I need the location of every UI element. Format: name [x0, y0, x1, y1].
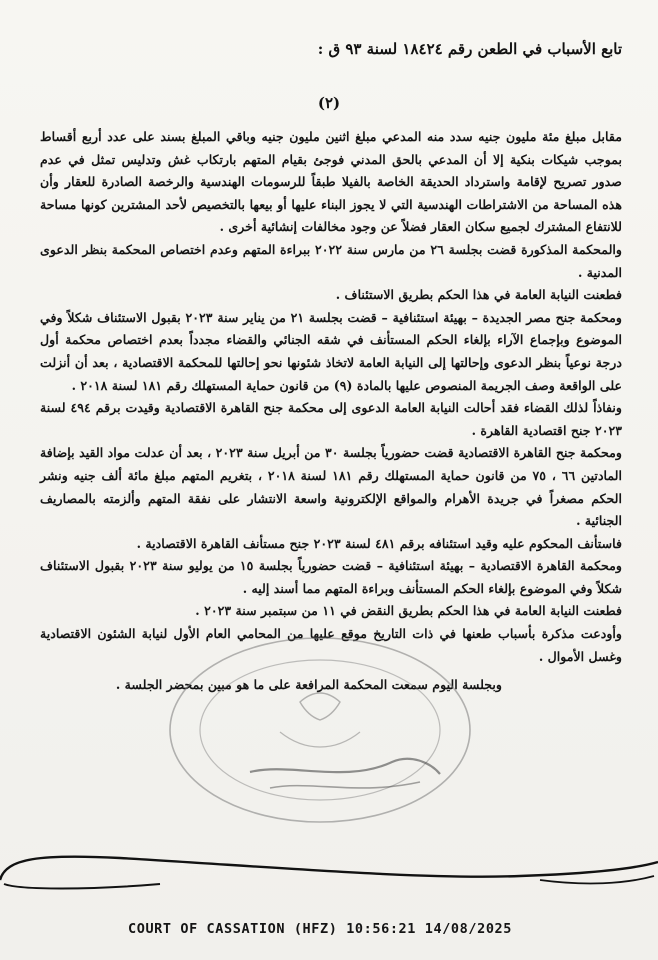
page-number: (٢) [317, 94, 341, 112]
paragraph-closing: وبجلسة اليوم سمعت المحكمة المرافعة على ما هو مبين بمحضر الجلسة . [115, 677, 502, 693]
page-header-title: تابع الأسباب في الطعن رقم ١٨٤٢٤ لسنة ٩٣ ق : [317, 40, 622, 58]
seal-arc [280, 732, 360, 747]
paragraph-first-judgment: والمحكمة المذكورة قضت بجلسة ٢٦ من مارس سنة ٢٠٢٢ ببراءة المتهم وعدم اختصاص المحكمة بنظر الدعوى المدنية . [40, 241, 622, 280]
paragraph-referral: ونفاذاً لذلك القضاء فقد أحالت النيابة العامة الدعوى إلى محكمة جنح القاهرة الاقتصادية وقيدت برقم ٤٩٤ لسنة ٢٠٢٣ جنح اقتصادية القاهرة . [40, 400, 622, 438]
paragraph-facts: مقابل مبلغ مئة مليون جنيه سدد منه المدعي مبلغ اثنين مليون جنيه وباقي المبلغ بسند على عدد أربع أقساط بموجب شيكات بنكية إلا أن المدعي بالحق المدني فوجئ بقيام المتهم بارتكاب غش وتدليس تمثل في عدم صدور تصريح لإقامة واسترداد الحديقة الخاصة بالفيلا طبقاً للرسومات الهندسية والرخصة الصادرة للعقار وأن هذه المساحة من الاشتراطات الهندسية التي لا يجوز البناء عليها أو بيعها بالتخصيص لأحد المشترين كونها مساحة للانتفاع المشترك لجميع سكان العقار فضلاً عن وجود مخالفات إنشائية أخرى . [40, 129, 622, 235]
signature-underline [270, 782, 420, 788]
paragraph-acquittal: ومحكمة القاهرة الاقتصادية – بهيئة استئنافية – قضت حضورياً بجلسة ١٥ من يوليو سنة ٢٠٢٣ بقبول الاستئناف شكلاً وفي الموضوع بإلغاء الحكم المستأنف وبراءة المتهم مما أسند إليه . [40, 558, 622, 596]
paragraph-appeal-judgment: ومحكمة جنح مصر الجديدة – بهيئة استئنافية – قضت بجلسة ٢١ من يناير سنة ٢٠٢٣ بقبول الاستئناف شكلاً وفي الموضوع وبإجماع الآراء بإلغاء الحكم المستأنف في شقه الجنائي والقضاء مجدداً بعدم اختصاص محكمة أول درجة نوعياً بنظر الدعوى وإحالتها إلى النيابة العامة لاتخاذ شئونها نحو إحالتها للمحكمة الاقتصادية ، بعد أن أنزلت على الواقعة وصف الجريمة المنصوص عليها بالمادة (٩) من قانون حماية المستهلك رقم ١٨١ لسنة ٢٠١٨ . [40, 309, 622, 393]
paragraph-cassation-appeal: فطعنت النيابة العامة في هذا الحكم بطريق النقض في ١١ من سبتمبر سنة ٢٠٢٣ . [195, 603, 622, 619]
curve-line-hook [4, 884, 160, 889]
court-timestamp-stamp: COURT OF CASSATION (HFZ) 10:56:21 14/08/2025 [128, 921, 513, 937]
paragraph-defendant-appeal: فاستأنف المحكوم عليه وقيد استئنافه برقم ٤٨١ لسنة ٢٠٢٣ جنح مستأنف القاهرة الاقتصادية . [136, 535, 622, 551]
paragraph-appeal-prosecution: فطعنت النيابة العامة في هذا الحكم بطريق الاستئناف . [335, 287, 622, 303]
paragraph-economic-court-judgment: ومحكمة جنح القاهرة الاقتصادية قضت حضورياً بجلسة ٣٠ من أبريل سنة ٢٠٢٣ ، بعد أن عدلت مواد القيد بإضافة المادتين ٦٦ ، ٧٥ من قانون حماية المستهلك رقم ١٨١ لسنة ٢٠١٨ ، بتغريم المتهم مبلغ مائة ألف جنيه ونشر الحكم مصغراً في جريدة الأهرام والمواقع الإلكترونية واسعة الانتشار على نفقة المتهم وألزمته بالمصاريف الجنائية . [40, 445, 623, 529]
paragraph-memorandum: وأودعت مذكرة بأسباب طعنها في ذات التاريخ موقع عليها من المحامي العام الأول لنيابة الشئون الاقتصادية وغسل الأموال . [40, 626, 622, 664]
curve-line-top [0, 857, 658, 880]
seal-eagle-mark [300, 693, 340, 720]
document-body [40, 126, 622, 697]
curve-line-right [540, 876, 654, 883]
page-edge-curve [0, 840, 658, 920]
signature-scribble [250, 759, 440, 774]
